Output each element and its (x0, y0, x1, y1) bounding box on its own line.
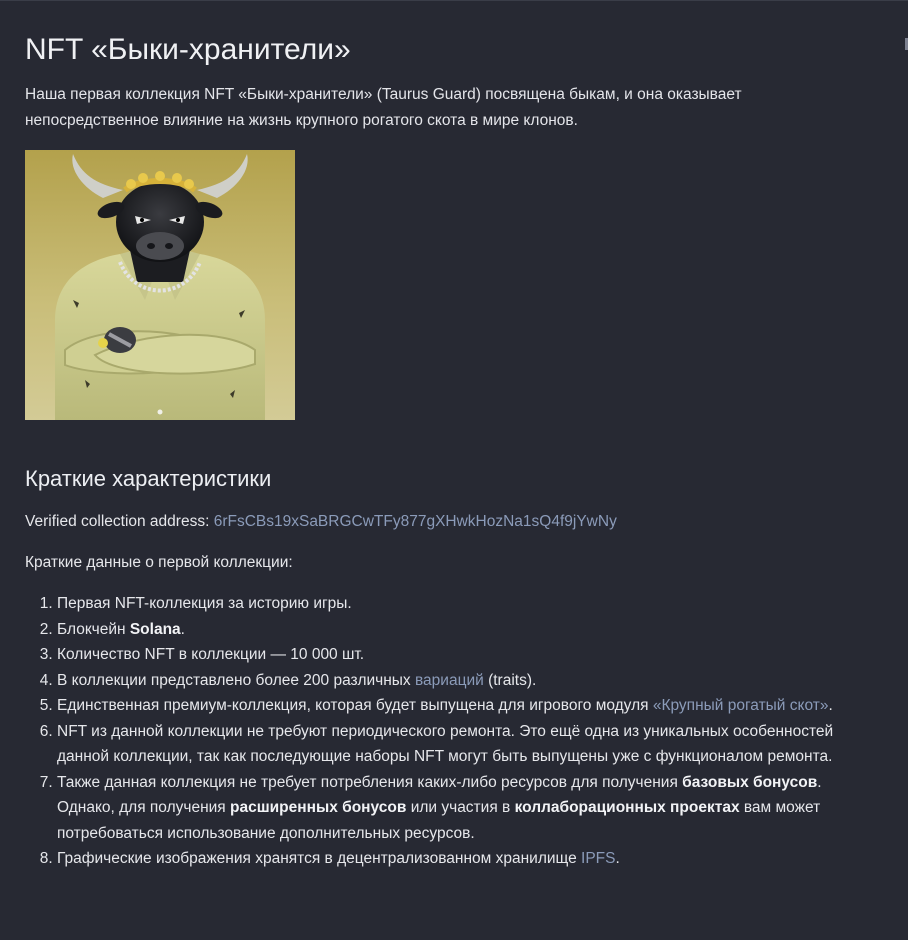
solana-bold: Solana (129, 620, 181, 638)
article-content (25, 31, 865, 872)
variations-link[interactable]: вариаций (414, 671, 484, 689)
list-lead: Краткие данные о первой коллекции: (25, 554, 293, 571)
cattle-module-link[interactable]: «Крупный рогатый скот» (652, 697, 829, 714)
list-item: 3. Количество NFT в коллекции — 10 000 шт. (57, 642, 865, 668)
section-title: Краткие характеристики (25, 466, 272, 491)
list-item: 2. Блокчейн Solana. (57, 617, 865, 643)
list-item: 4. В коллекции представлено более 200 различных вариаций (traits). (57, 668, 865, 694)
address-label: Verified collection address: (25, 513, 210, 530)
address-link[interactable]: 6rFsCBs19xSaBRGCwTFy877gXHwkHozNa1sQ4f9jYwNy (213, 513, 617, 530)
page-title: NFT «Быки-хранители» (25, 33, 351, 66)
list-item: 1. Первая NFT-коллекция за историю игры. (57, 591, 865, 617)
list-item: 5. Единственная премиум-коллекция, которая будет выпущена для игрового модуля «Крупный рогатый скот». (57, 693, 865, 719)
collection-address (25, 509, 865, 535)
ipfs-link[interactable]: IPFS (581, 850, 616, 867)
features-list (25, 591, 865, 872)
intro-paragraph: Наша первая коллекция NFT «Быки-хранители» (Taurus Guard) посвящена быкам, и она оказывает непосредственное влияние на жизнь крупного рогатого скота в мире клонов. (25, 86, 742, 129)
list-item: 6. NFT из данной коллекции не требуют периодического ремонта. Это ещё одна из уникальных особенностей данной коллекции, так как последующие наборы NFT могут быть выпущены уже с функционалом ремонта. (57, 719, 865, 770)
bull-nft-image (25, 150, 295, 420)
list-item: 8. Графические изображения хранятся в децентрализованном хранилище IPFS. (57, 846, 865, 872)
list-item: 7. Также данная коллекция не требует потребления каких-либо ресурсов для получения базовых бонусов. Однако, для получения расширенных бонусов или участия в коллаборационных проектах вам может потребоваться использование дополнительных ресурсов. (57, 770, 865, 847)
